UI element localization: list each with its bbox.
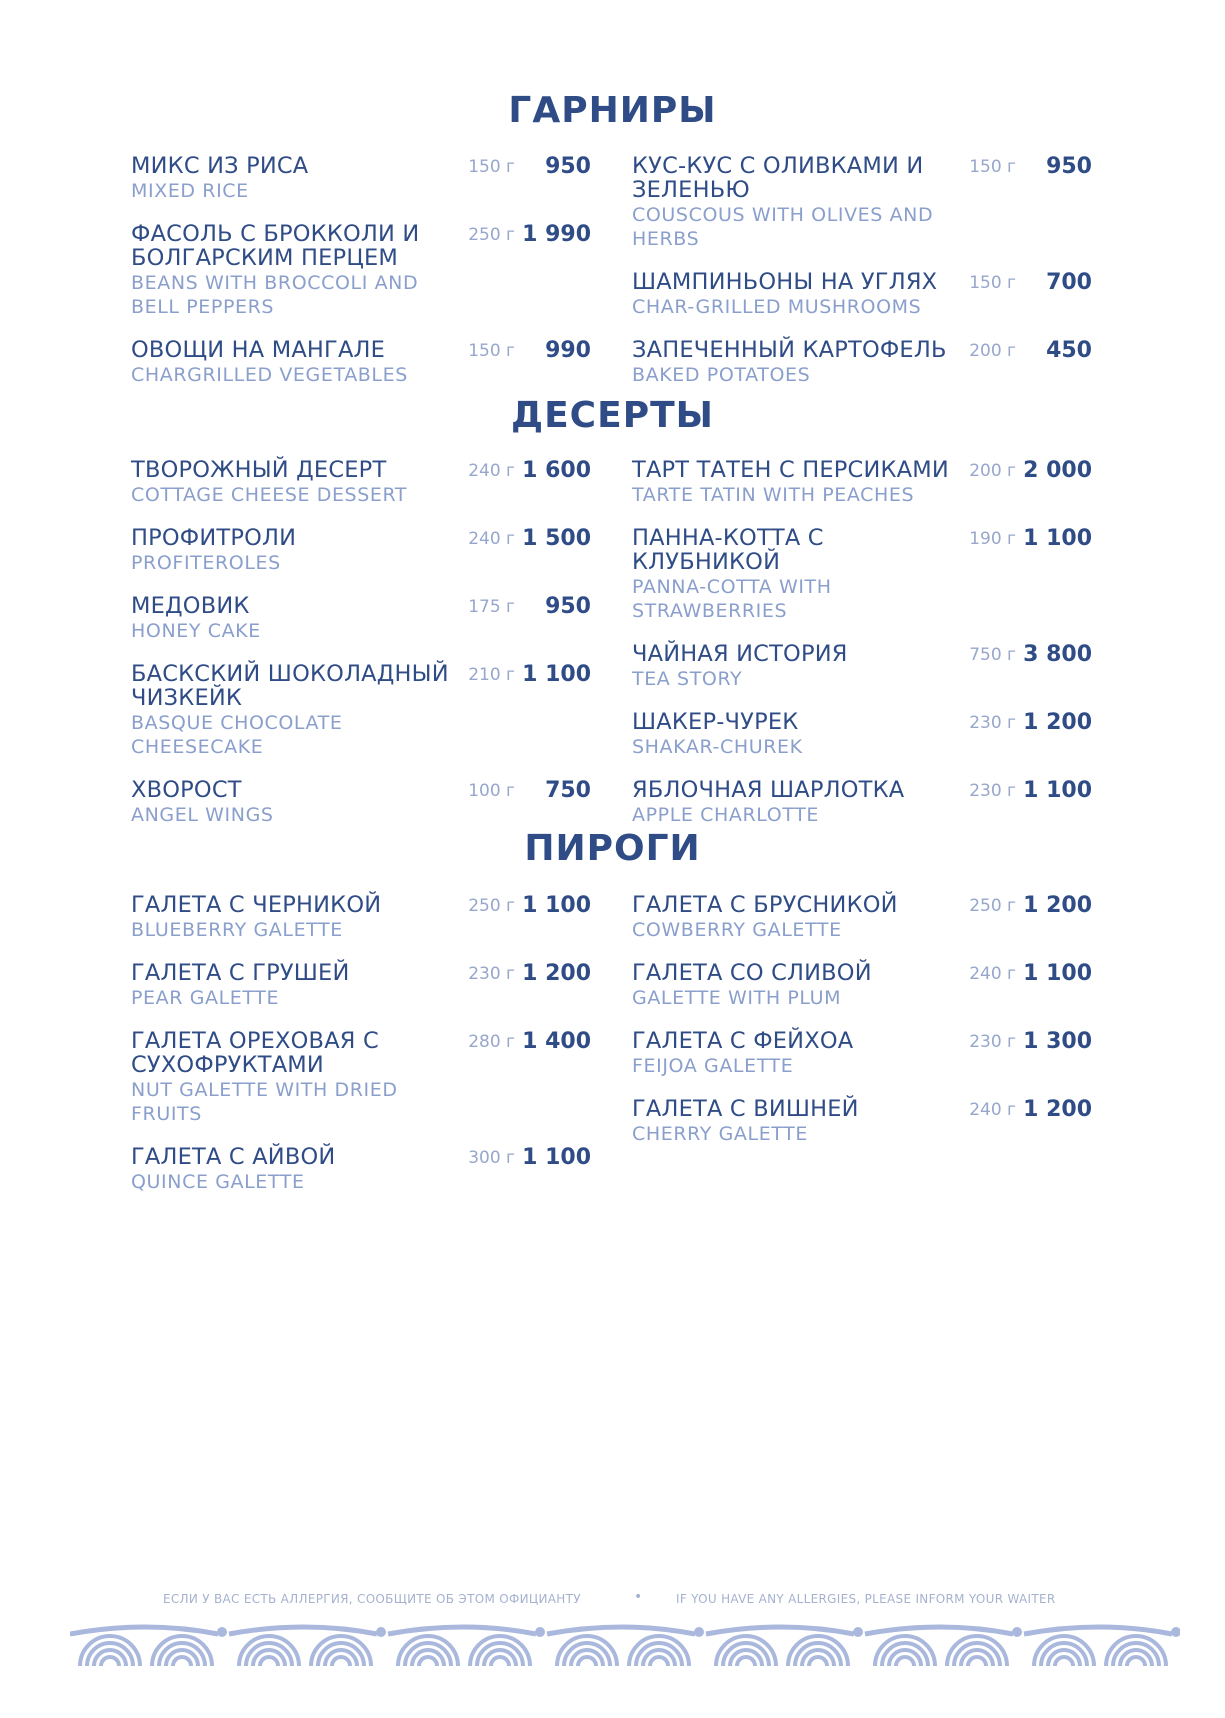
menu-item-name-ru: ШАКЕР-ЧУРЕК	[632, 709, 799, 735]
menu-item	[632, 893, 1092, 942]
pies-right-column	[632, 893, 1092, 1165]
menu-item-name-en: BAKED POTATOES	[632, 364, 811, 386]
menu-item-price: 950	[545, 594, 591, 619]
menu-item-weight: 240 г	[468, 461, 515, 481]
menu-item-price: 1 990	[522, 222, 591, 247]
menu-item-name-en: TEA STORY	[632, 668, 743, 690]
ornament-unit	[70, 1627, 227, 1666]
menu-item-name-en: PROFITEROLES	[131, 552, 281, 574]
menu-item	[632, 458, 1092, 507]
menu-item	[131, 778, 591, 827]
menu-item	[131, 1029, 591, 1126]
menu-item-name-en: BEANS WITH BROCCOLI AND BELL PEPPERS	[131, 272, 419, 318]
menu-item-price: 1 100	[1023, 526, 1092, 551]
menu-item-price: 1 200	[522, 961, 591, 986]
menu-item	[632, 1097, 1092, 1146]
menu-item-weight: 250 г	[468, 896, 515, 916]
menu-item-name-ru: МИКС ИЗ РИСА	[131, 153, 309, 179]
menu-item-weight: 150 г	[468, 341, 515, 361]
pies-left-column	[131, 893, 591, 1213]
menu-item	[131, 961, 591, 1010]
menu-item-name-en: BLUEBERRY GALETTE	[131, 919, 343, 941]
menu-item-name-en: FEIJOA GALETTE	[632, 1055, 794, 1077]
menu-item-name-ru: ГАЛЕТА С ГРУШЕЙ	[131, 960, 350, 986]
menu-item-name-en: CHARGRILLED VEGETABLES	[131, 364, 408, 386]
menu-item-name-ru: ТАРТ ТАТЕН С ПЕРСИКАМИ	[632, 457, 949, 483]
menu-item-name-ru: ГАЛЕТА С БРУСНИКОЙ	[632, 892, 898, 918]
menu-item	[632, 961, 1092, 1010]
menu-item-name-ru: ЧАЙНАЯ ИСТОРИЯ	[632, 641, 848, 667]
ornament-unit	[1024, 1627, 1180, 1666]
menu-item-weight: 150 г	[468, 157, 515, 177]
menu-item-weight: 230 г	[969, 781, 1016, 801]
menu-item-price: 1 600	[522, 458, 591, 483]
menu-item-weight: 230 г	[468, 964, 515, 984]
menu-item-name-en: SHAKAR-CHUREK	[632, 736, 803, 758]
menu-item-name-ru: ЗАПЕЧЕННЫЙ КАРТОФЕЛЬ	[632, 337, 947, 363]
menu-item	[131, 222, 591, 319]
menu-item-price: 2 000	[1023, 458, 1092, 483]
menu-item-weight: 190 г	[969, 529, 1016, 549]
menu-item-name-en: ANGEL WINGS	[131, 804, 274, 826]
ornament-unit	[388, 1627, 545, 1666]
menu-item-name-ru: БАСКСКИЙ ШОКОЛАДНЫЙ ЧИЗКЕЙК	[131, 661, 449, 711]
menu-item-price: 1 100	[1023, 778, 1092, 803]
allergy-note-ru: ЕСЛИ У ВАС ЕСТЬ АЛЛЕРГИЯ, СООБЩИТЕ ОБ ЭТОМ ОФИЦИАНТУ	[163, 1592, 581, 1606]
ornament-unit	[865, 1627, 1022, 1666]
menu-item-name-ru: ЯБЛОЧНАЯ ШАРЛОТКА	[632, 777, 905, 803]
menu-item-weight: 200 г	[969, 341, 1016, 361]
menu-item-weight: 250 г	[969, 896, 1016, 916]
garnish-right-column	[632, 154, 1092, 406]
menu-item-price: 1 300	[1023, 1029, 1092, 1054]
menu-item-price: 1 200	[1023, 710, 1092, 735]
menu-item-price: 950	[545, 154, 591, 179]
menu-item-price: 700	[1046, 270, 1092, 295]
ornament-unit	[229, 1627, 386, 1666]
menu-item-name-en: APPLE CHARLOTTE	[632, 804, 820, 826]
menu-item-name-ru: ГАЛЕТА С АЙВОЙ	[131, 1144, 336, 1170]
menu-item-name-ru: ГАЛЕТА ОРЕХОВАЯ С СУХОФРУКТАМИ	[131, 1028, 379, 1078]
menu-item-name-ru: ГАЛЕТА СО СЛИВОЙ	[632, 960, 872, 986]
menu-item	[632, 526, 1092, 623]
garnish-left-column	[131, 154, 591, 406]
menu-item-weight: 230 г	[969, 713, 1016, 733]
menu-item-weight: 200 г	[969, 461, 1016, 481]
section-title-garnish: ГАРНИРЫ	[508, 90, 717, 131]
menu-item-weight: 150 г	[969, 157, 1016, 177]
menu-item-price: 1 200	[1023, 893, 1092, 918]
menu-item-name-ru: ХВОРОСТ	[131, 777, 242, 803]
menu-item-weight: 150 г	[969, 273, 1016, 293]
menu-item-weight: 175 г	[468, 597, 515, 617]
menu-item-weight: 280 г	[468, 1032, 515, 1052]
ornament-unit	[547, 1627, 704, 1666]
menu-item-name-en: GALETTE WITH PLUM	[632, 987, 842, 1009]
menu-item-price: 990	[545, 338, 591, 363]
desserts-right-column	[632, 458, 1092, 846]
menu-item	[632, 778, 1092, 827]
menu-item-price: 1 500	[522, 526, 591, 551]
menu-item-name-en: MIXED RICE	[131, 180, 249, 202]
menu-item	[131, 526, 591, 575]
menu-item	[632, 1029, 1092, 1078]
menu-item	[131, 1145, 591, 1194]
menu-item	[131, 458, 591, 507]
menu-item-name-ru: КУС-КУС С ОЛИВКАМИ И ЗЕЛЕНЬЮ	[632, 153, 924, 203]
menu-item	[632, 270, 1092, 319]
menu-item-name-en: QUINCE GALETTE	[131, 1171, 305, 1193]
menu-item-name-en: TARTE TATIN WITH PEACHES	[632, 484, 915, 506]
menu-item-price: 1 200	[1023, 1097, 1092, 1122]
menu-item-weight: 230 г	[969, 1032, 1016, 1052]
ornament-unit	[706, 1627, 863, 1666]
menu-item-name-en: CHERRY GALETTE	[632, 1123, 808, 1145]
menu-item-name-en: COTTAGE CHEESE DESSERT	[131, 484, 408, 506]
wave-ornament	[70, 1620, 1180, 1668]
menu-item-name-en: COUSCOUS WITH OLIVES AND HERBS	[632, 204, 934, 250]
menu-item-weight: 250 г	[468, 225, 515, 245]
menu-item-name-en: BASQUE CHOCOLATE CHEESECAKE	[131, 712, 343, 758]
menu-item-price: 450	[1046, 338, 1092, 363]
section-title-desserts: ДЕСЕРТЫ	[511, 395, 714, 436]
separator-dot: •	[634, 1589, 643, 1605]
section-title-pies: ПИРОГИ	[524, 828, 701, 869]
menu-item-name-ru: ГАЛЕТА С ФЕЙХОА	[632, 1028, 854, 1054]
menu-item-name-ru: ПАННА-КОТТА С КЛУБНИКОЙ	[632, 525, 824, 575]
menu-item-name-ru: ОВОЩИ НА МАНГАЛЕ	[131, 337, 386, 363]
menu-item-weight: 240 г	[468, 529, 515, 549]
menu-item	[632, 710, 1092, 759]
menu-item-price: 1 100	[522, 1145, 591, 1170]
menu-item-name-ru: ГАЛЕТА С ВИШНЕЙ	[632, 1096, 859, 1122]
desserts-left-column	[131, 458, 591, 846]
menu-item	[632, 154, 1092, 251]
menu-item-weight: 300 г	[468, 1148, 515, 1168]
menu-item-name-ru: ГАЛЕТА С ЧЕРНИКОЙ	[131, 892, 382, 918]
menu-item-weight: 240 г	[969, 964, 1016, 984]
menu-item-price: 950	[1046, 154, 1092, 179]
menu-item-name-en: CHAR-GRILLED MUSHROOMS	[632, 296, 922, 318]
menu-item-price: 1 100	[522, 893, 591, 918]
menu-item-price: 1 100	[522, 662, 591, 687]
menu-item-weight: 750 г	[969, 645, 1016, 665]
menu-item-price: 750	[545, 778, 591, 803]
menu-item-weight: 240 г	[969, 1100, 1016, 1120]
allergy-note-en: IF YOU HAVE ANY ALLERGIES, PLEASE INFORM YOUR WAITER	[676, 1592, 1056, 1606]
menu-item-price: 3 800	[1023, 642, 1092, 667]
menu-item-name-en: COWBERRY GALETTE	[632, 919, 842, 941]
menu-item-name-en: PEAR GALETTE	[131, 987, 280, 1009]
menu-item-weight: 100 г	[468, 781, 515, 801]
menu-item-name-ru: МЕДОВИК	[131, 593, 250, 619]
menu-item-name-en: PANNA-COTTA WITH STRAWBERRIES	[632, 576, 832, 622]
menu-item	[131, 154, 591, 203]
menu-item-weight: 210 г	[468, 665, 515, 685]
menu-item-name-en: HONEY CAKE	[131, 620, 261, 642]
menu-item-price: 1 400	[522, 1029, 591, 1054]
menu-item-name-ru: ПРОФИТРОЛИ	[131, 525, 297, 551]
menu-item	[131, 893, 591, 942]
menu-item-price: 1 100	[1023, 961, 1092, 986]
menu-item	[632, 338, 1092, 387]
menu-item	[131, 662, 591, 759]
menu-item	[131, 338, 591, 387]
menu-item	[131, 594, 591, 643]
menu-item-name-en: NUT GALETTE WITH DRIED FRUITS	[131, 1079, 398, 1125]
menu-item-name-ru: ФАСОЛЬ С БРОККОЛИ И БОЛГАРСКИМ ПЕРЦЕМ	[131, 221, 420, 271]
menu-item-name-ru: ТВОРОЖНЫЙ ДЕСЕРТ	[131, 457, 387, 483]
menu-item	[632, 642, 1092, 691]
menu-item-name-ru: ШАМПИНЬОНЫ НА УГЛЯХ	[632, 269, 938, 295]
